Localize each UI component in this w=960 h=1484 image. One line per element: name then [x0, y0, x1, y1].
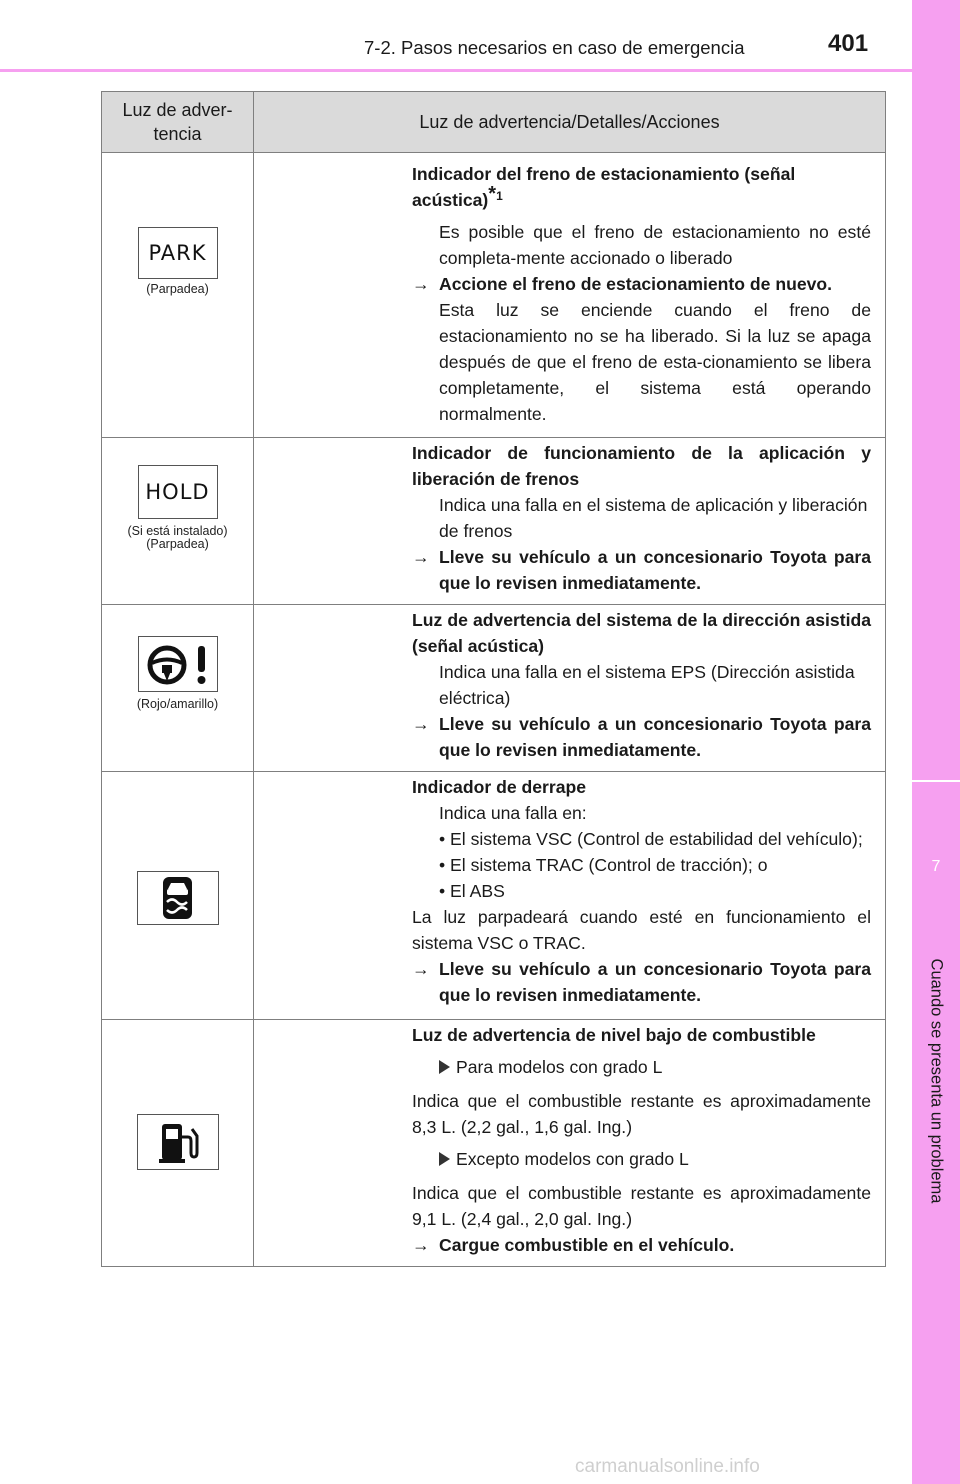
row-title: Indicador del freno de estacionamiento (señal acústica)$^{*1}$ [412, 164, 796, 210]
triangle-bullet-icon [439, 1060, 450, 1074]
row-detail-2: Indica que el combustible restante es aproximadamente 9,1 L. (2,4 gal., 2,0 gal. Ing.) [412, 1183, 871, 1229]
table-row [102, 153, 886, 438]
row-detail: Indica que el combustible restante es aproximadamente 8,3 L. (2,2 gal., 1,6 gal. Ing.) [412, 1091, 871, 1137]
table-header-row [102, 92, 886, 153]
warning-lights-table [101, 91, 886, 1267]
row-title: Indicador de derrape [412, 777, 587, 797]
table-row [102, 438, 886, 605]
header-rule [0, 69, 912, 72]
row-action: → Lleve su vehículo a un concesionario Toyota para que lo revisen inmediatamente. [412, 547, 871, 593]
icon-caption: (Si está instalado) [127, 524, 228, 538]
list-item: • El sistema TRAC (Control de tracción); o [439, 855, 768, 875]
icon-cell [102, 1020, 254, 1267]
sub-condition: Para modelos con grado L [412, 1054, 871, 1080]
row-title: Indicador de funcionamiento de la aplicación y liberación de frenos [412, 443, 871, 489]
details-cell [254, 1020, 886, 1267]
table-row [102, 772, 886, 1020]
row-detail-2: Esta luz se enciende cuando el freno de estacionamiento no se ha liberado. Si la luz se apaga después de que el freno de esta-cionamiento se libera completamente, el sistema está operando normalmente. [439, 300, 871, 424]
slip-indicator-icon [137, 871, 219, 925]
details-cell [254, 772, 886, 1020]
page-number: 401 [828, 30, 869, 57]
row-detail: Es posible que el freno de estacionamiento no esté completa-mente accionado o liberado [439, 222, 871, 268]
row-detail: Indica una falla en el sistema de aplicación y liberación de frenos [439, 495, 868, 541]
row-action: → Accione el freno de estacionamiento de nuevo. [412, 274, 833, 294]
row-detail: Indica una falla en: [439, 803, 587, 823]
list-item: • El ABS [439, 881, 505, 901]
icon-cell [102, 605, 254, 772]
table-row [102, 605, 886, 772]
park-indicator-icon: PARK [138, 227, 218, 279]
section-heading: 7-2. Pasos necesarios en caso de emergencia [364, 37, 745, 58]
chapter-side-tab [912, 0, 960, 1484]
row-action: → Cargue combustible en el vehículo. [412, 1235, 735, 1255]
col-header-details: Luz de advertencia/Detalles/Acciones [254, 92, 886, 153]
icon-cell [102, 772, 254, 1020]
side-tab-divider [912, 780, 960, 782]
icon-caption: (Parpadea) [146, 282, 209, 296]
icon-cell [102, 153, 254, 438]
sub-condition: Excepto modelos con grado L [412, 1146, 871, 1172]
row-detail: Indica una falla en el sistema EPS (Dirección asistida eléctrica) [439, 662, 855, 708]
details-cell [254, 605, 886, 772]
col-header-light: Luz de adver- tencia [102, 92, 254, 153]
icon-caption-2: (Parpadea) [146, 537, 209, 551]
chapter-number: 7 [931, 858, 941, 875]
chapter-title: Cuando se presenta un problema [927, 958, 946, 1204]
details-cell [254, 153, 886, 438]
list-item: • El sistema VSC (Control de estabilidad del vehículo); [439, 829, 863, 849]
row-title: Luz de advertencia del sistema de la dirección asistida (señal acústica) [412, 610, 871, 656]
table-row [102, 1020, 886, 1267]
row-note: La luz parpadeará cuando esté en funcionamiento el sistema VSC o TRAC. [412, 907, 871, 953]
row-action: → Lleve su vehículo a un concesionario Toyota para que lo revisen inmediatamente. [412, 714, 871, 760]
row-title: Luz de advertencia de nivel bajo de combustible [412, 1025, 816, 1045]
icon-cell [102, 438, 254, 605]
watermark: carmanualsonline.info [575, 1456, 760, 1477]
fuel-pump-icon [137, 1114, 219, 1170]
hold-indicator-icon: HOLD [138, 465, 218, 519]
row-action: → Lleve su vehículo a un concesionario Toyota para que lo revisen inmediatamente. [412, 959, 871, 1005]
details-cell [254, 438, 886, 605]
steering-warning-icon [138, 636, 218, 692]
icon-caption: (Rojo/amarillo) [136, 697, 219, 711]
triangle-bullet-icon [439, 1152, 450, 1166]
